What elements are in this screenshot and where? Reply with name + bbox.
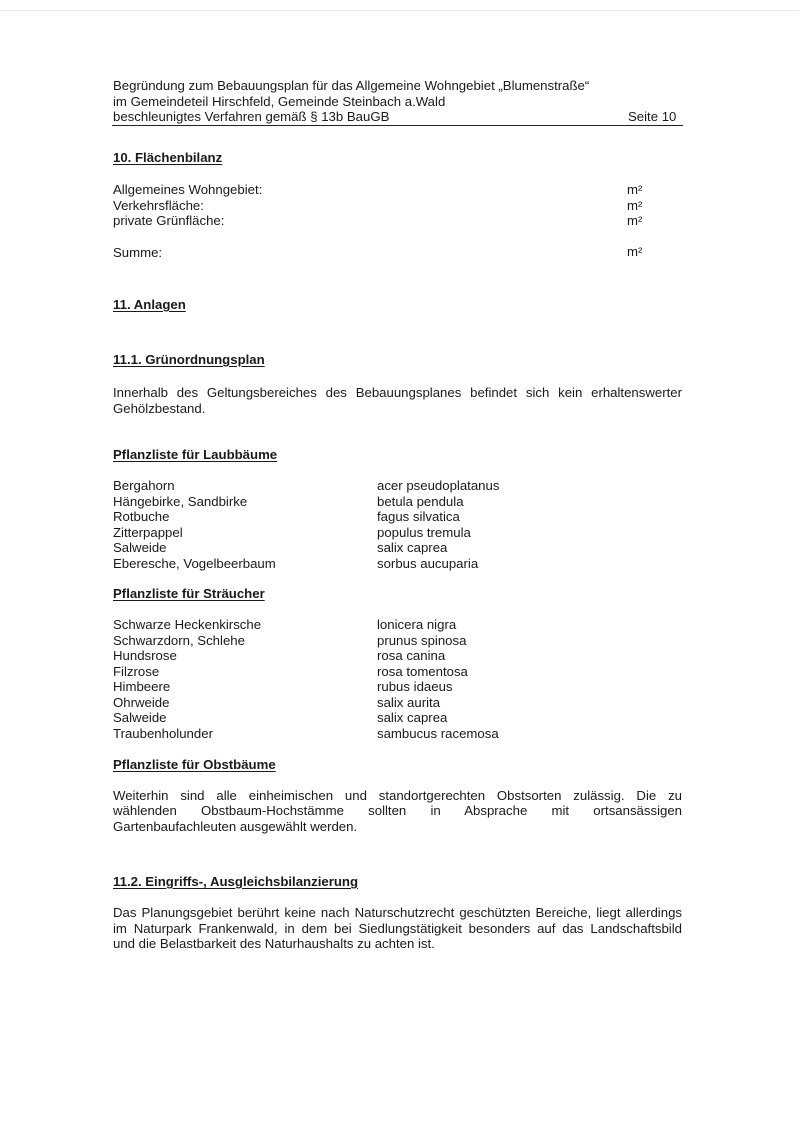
area-row-label: Verkehrsfläche: (113, 198, 204, 213)
obst-paragraph-line3: Gartenbaufachleuten ausgewählt werden. (113, 819, 358, 834)
area-row-label: private Grünfläche: (113, 213, 225, 228)
plant-german-name: Salweide (113, 710, 167, 725)
plant-latin-name: salix caprea (377, 540, 448, 555)
intro-paragraph-line1: Innerhalb des Geltungsbereiches des Bebauungsplanes befindet sich kein erhaltenswerter (113, 385, 682, 400)
intro-paragraph-line2: Gehölzbestand. (113, 401, 206, 416)
obst-paragraph-line1: Weiterhin sind alle einheimischen und standortgerechten Obstsorten zulässig. Die zu (113, 788, 682, 803)
plant-german-name: Traubenholunder (113, 725, 213, 741)
plant-german-name: Salweide (113, 540, 167, 555)
area-sum-label: Summe: (113, 245, 163, 260)
plant-latin-name: fagus silvatica (377, 509, 460, 524)
eingriff-paragraph-line3: und die Belastbarkeit des Naturhaushalts zu achten ist. (113, 936, 435, 951)
plant-german-name: Schwarze Heckenkirsche (113, 617, 262, 632)
laubbaeume-heading: Pflanzliste für Laubbäume (113, 447, 278, 462)
page-number: Seite 10 (628, 109, 677, 124)
area-sum-unit: m² (627, 244, 643, 259)
section-11-2-heading: 11.2. Eingriffs-, Ausgleichsbilanzierung (113, 874, 358, 889)
header-title-line3: beschleunigtes Verfahren gemäß § 13b BauGB (113, 109, 390, 124)
plant-german-name: Rotbuche (113, 509, 170, 524)
area-row-unit: m² (627, 213, 643, 228)
header-title-line1: Begründung zum Bebauungsplan für das Allgemeine Wohngebiet „Blumenstraße“ (113, 78, 590, 93)
eingriff-paragraph-line1: Das Planungsgebiet berührt keine nach Naturschutzrecht geschützten Bereiche, liegt allerdings (113, 905, 682, 920)
plant-german-name: Ohrweide (113, 694, 170, 710)
area-row-label: Allgemeines Wohngebiet: (113, 182, 263, 197)
section-11-1-heading: 11.1. Grünordnungsplan (113, 352, 265, 367)
plant-german-name: Zitterpappel (113, 524, 183, 540)
plant-latin-name: prunus spinosa (377, 632, 467, 648)
scan-edge-line (0, 10, 799, 11)
plant-latin-name: salix caprea (377, 710, 448, 725)
plant-latin-name: populus tremula (377, 524, 471, 540)
plant-german-name: Bergahorn (113, 478, 175, 493)
plant-latin-name: rubus idaeus (377, 679, 453, 694)
plant-latin-name: salix aurita (377, 694, 441, 710)
plant-german-name: Himbeere (113, 679, 171, 694)
area-row-unit: m² (627, 198, 643, 213)
plant-latin-name: sorbus aucuparia (377, 555, 479, 571)
area-row-unit: m² (627, 182, 643, 197)
plant-german-name: Filzrose (113, 663, 160, 679)
plant-latin-name: acer pseudoplatanus (377, 478, 500, 493)
plant-german-name: Hängebirke, Sandbirke (113, 493, 248, 509)
section-11-heading: 11. Anlagen (113, 297, 186, 312)
obst-paragraph-line2: wählenden Obstbaum-Hochstämme sollten in Absprache mit ortsansässigen (113, 803, 682, 818)
section-10-heading: 10. Flächenbilanz (113, 150, 223, 165)
plant-german-name: Schwarzdorn, Schlehe (113, 632, 245, 648)
obstbaeume-heading: Pflanzliste für Obstbäume (113, 757, 276, 772)
straeucher-heading: Pflanzliste für Sträucher (113, 586, 265, 601)
header-title-line2: im Gemeindeteil Hirschfeld, Gemeinde Steinbach a.Wald (113, 94, 446, 109)
plant-latin-name: sambucus racemosa (377, 725, 499, 741)
plant-latin-name: rosa canina (377, 648, 446, 663)
plant-latin-name: betula pendula (377, 493, 464, 509)
plant-latin-name: lonicera nigra (377, 617, 457, 632)
header-divider (112, 125, 683, 126)
eingriff-paragraph-line2: im Naturpark Frankenwald, in dem bei Siedlungstätigkeit besonders auf das Landschaftsbild (113, 921, 682, 936)
plant-latin-name: rosa tomentosa (377, 663, 468, 679)
plant-german-name: Hundsrose (113, 648, 177, 663)
plant-german-name: Eberesche, Vogelbeerbaum (113, 555, 276, 571)
